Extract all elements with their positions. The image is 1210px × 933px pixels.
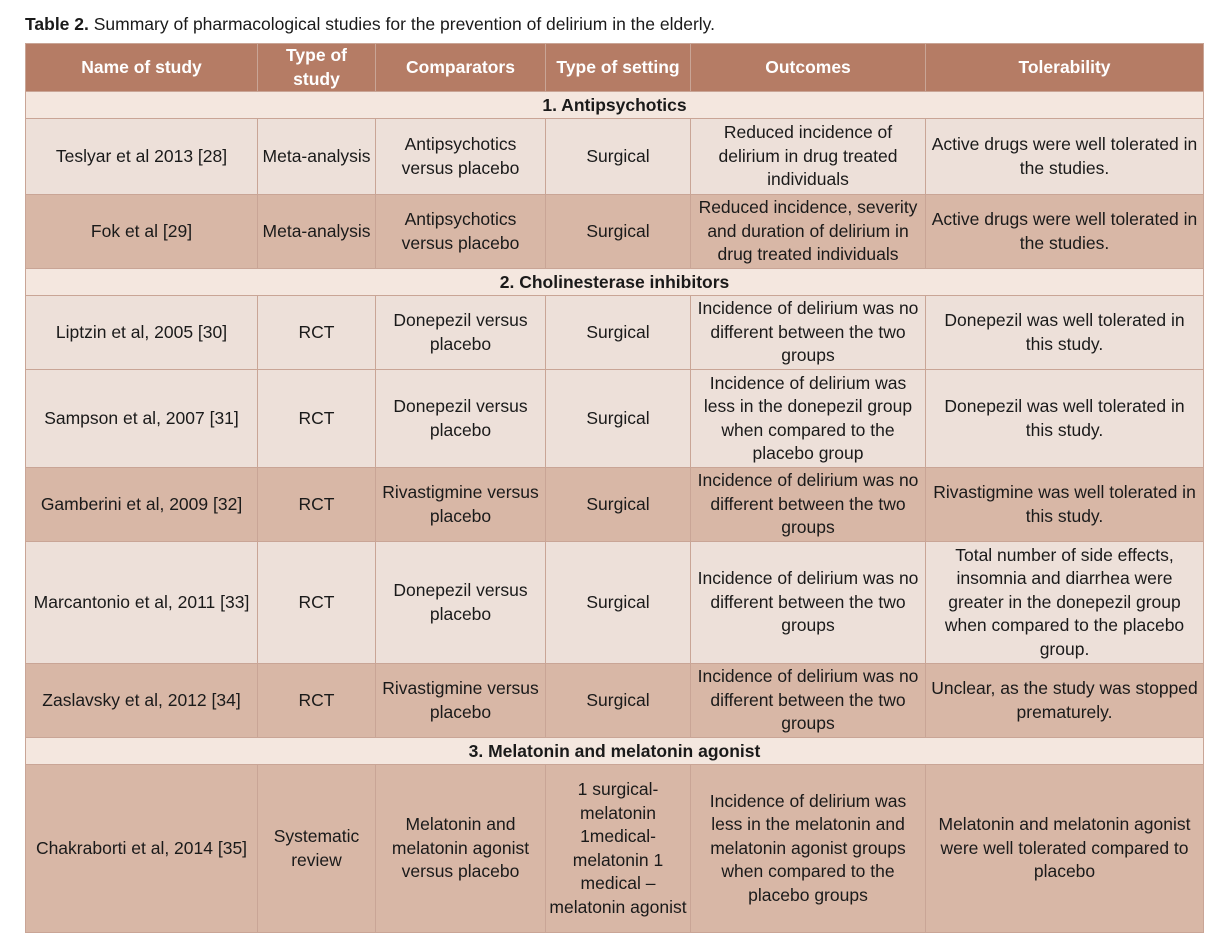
table-row: [26, 119, 1204, 195]
cell-outcomes: Reduced incidence of delirium in drug treated individuals: [691, 119, 926, 195]
cell-comparators: Donepezil versus placebo: [376, 296, 546, 370]
cell-setting: Surgical: [546, 468, 691, 542]
cell-comparators: Donepezil versus placebo: [376, 542, 546, 664]
cell-type: RCT: [258, 468, 376, 542]
cell-name: Marcantonio et al, 2011 [33]: [26, 542, 258, 664]
section-row-antipsychotics: [26, 92, 1204, 119]
cell-outcomes: Incidence of delirium was no different between the two groups: [691, 296, 926, 370]
cell-tolerability: Total number of side effects, insomnia and diarrhea were greater in the donepezil group when compared to the placebo group.: [926, 542, 1204, 664]
cell-type: Meta-analysis: [258, 195, 376, 269]
cell-type: RCT: [258, 542, 376, 664]
cell-name: Sampson et al, 2007 [31]: [26, 370, 258, 468]
cell-comparators: Melatonin and melatonin agonist versus placebo: [376, 765, 546, 933]
cell-outcomes: Incidence of delirium was less in the donepezil group when compared to the placebo group: [691, 370, 926, 468]
cell-setting: Surgical: [546, 370, 691, 468]
header-name-of-study: Name of study: [26, 44, 258, 92]
caption-label: Table 2.: [25, 14, 89, 34]
caption-text: Summary of pharmacological studies for the prevention of delirium in the elderly.: [93, 14, 715, 34]
cell-tolerability: Donepezil was well tolerated in this study.: [926, 370, 1204, 468]
table-row: [26, 370, 1204, 468]
cell-tolerability: Donepezil was well tolerated in this study.: [926, 296, 1204, 370]
cell-type: Systematic review: [258, 765, 376, 933]
cell-name: Zaslavsky et al, 2012 [34]: [26, 664, 258, 738]
cell-setting: Surgical: [546, 664, 691, 738]
section-title: 3. Melatonin and melatonin agonist: [26, 738, 1204, 765]
cell-comparators: Rivastigmine versus placebo: [376, 468, 546, 542]
section-title: 1. Antipsychotics: [26, 92, 1204, 119]
table-row: [26, 664, 1204, 738]
cell-setting: Surgical: [546, 542, 691, 664]
cell-name: Gamberini et al, 2009 [32]: [26, 468, 258, 542]
cell-outcomes: Incidence of delirium was no different between the two groups: [691, 468, 926, 542]
table-row: [26, 542, 1204, 664]
cell-name: Fok et al [29]: [26, 195, 258, 269]
cell-outcomes: Incidence of delirium was less in the melatonin and melatonin agonist groups when compared to the placebo groups: [691, 765, 926, 933]
cell-tolerability: Rivastigmine was well tolerated in this study.: [926, 468, 1204, 542]
header-type-of-study: Type of study: [258, 44, 376, 92]
cell-name: Teslyar et al 2013 [28]: [26, 119, 258, 195]
cell-comparators: Antipsychotics versus placebo: [376, 195, 546, 269]
section-title: 2. Cholinesterase inhibitors: [26, 269, 1204, 296]
section-row-melatonin: [26, 738, 1204, 765]
cell-type: RCT: [258, 664, 376, 738]
table-row: [26, 296, 1204, 370]
header-comparators: Comparators: [376, 44, 546, 92]
header-row: [26, 44, 1204, 92]
cell-name: Chakraborti et al, 2014 [35]: [26, 765, 258, 933]
cell-tolerability: Melatonin and melatonin agonist were well tolerated compared to placebo: [926, 765, 1204, 933]
cell-type: Meta-analysis: [258, 119, 376, 195]
section-row-cholinesterase-inhibitors: [26, 269, 1204, 296]
cell-setting: Surgical: [546, 119, 691, 195]
cell-setting: 1 surgical- melatonin 1medical- melatonin 1 medical –melatonin agonist: [546, 765, 691, 933]
table-row: [26, 765, 1204, 933]
cell-outcomes: Incidence of delirium was no different between the two groups: [691, 664, 926, 738]
cell-tolerability: Unclear, as the study was stopped prematurely.: [926, 664, 1204, 738]
cell-comparators: Rivastigmine versus placebo: [376, 664, 546, 738]
cell-comparators: Donepezil versus placebo: [376, 370, 546, 468]
header-type-of-setting: Type of setting: [546, 44, 691, 92]
cell-outcomes: Reduced incidence, severity and duration of delirium in drug treated individuals: [691, 195, 926, 269]
cell-type: RCT: [258, 370, 376, 468]
cell-comparators: Antipsychotics versus placebo: [376, 119, 546, 195]
cell-tolerability: Active drugs were well tolerated in the studies.: [926, 119, 1204, 195]
cell-tolerability: Active drugs were well tolerated in the studies.: [926, 195, 1204, 269]
table-row: [26, 468, 1204, 542]
cell-outcomes: Incidence of delirium was no different between the two groups: [691, 542, 926, 664]
cell-setting: Surgical: [546, 195, 691, 269]
header-tolerability: Tolerability: [926, 44, 1204, 92]
cell-type: RCT: [258, 296, 376, 370]
cell-setting: Surgical: [546, 296, 691, 370]
cell-name: Liptzin et al, 2005 [30]: [26, 296, 258, 370]
table-caption: [25, 12, 715, 36]
header-outcomes: Outcomes: [691, 44, 926, 92]
table-row: [26, 195, 1204, 269]
studies-table: [25, 43, 1204, 933]
